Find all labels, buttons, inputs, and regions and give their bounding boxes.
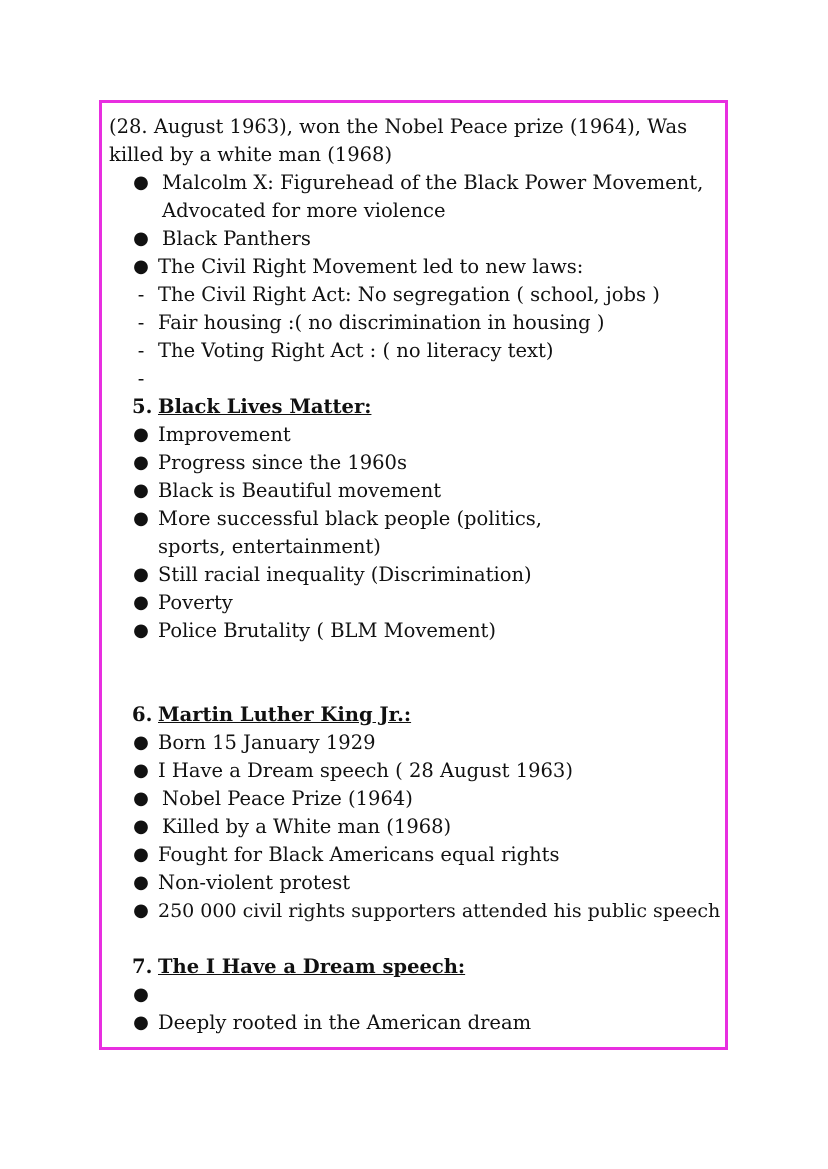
section-title: Martin Luther King Jr.:: [158, 703, 412, 726]
list-item-text: Black is Beautiful movement: [158, 479, 442, 502]
dash-item: [108, 365, 719, 393]
list-item-text: Malcolm X: Figurehead of the Black Power Movement, Advocated for more violence: [162, 171, 704, 222]
list-item-text: Born 15 January 1929: [158, 731, 376, 754]
list-item: [108, 785, 719, 813]
list-item-text: Progress since the 1960s: [158, 451, 407, 474]
bullet-icon: ●: [133, 424, 149, 445]
list-item-text: Killed by a White man (1968): [162, 815, 452, 838]
bullet-icon: ●: [133, 228, 149, 249]
list-item-text: 250 000 civil rights supporters attended his public speech: [158, 900, 721, 922]
list-item-text: I Have a Dream speech ( 28 August 1963): [158, 759, 573, 782]
list-item: [108, 253, 719, 281]
dash-icon: -: [137, 367, 145, 390]
list-item-text: Fought for Black Americans equal rights: [158, 843, 560, 866]
document-content: [108, 113, 719, 1037]
spacer: [108, 645, 719, 701]
bullet-icon: ●: [133, 620, 149, 641]
dash-item-text: The Civil Right Act: No segregation ( school, jobs ): [158, 283, 660, 306]
list-item: [108, 169, 719, 225]
bullet-icon: ●: [133, 256, 149, 277]
list-item-text: Improvement: [158, 423, 291, 446]
list-item-text: Police Brutality ( BLM Movement): [158, 619, 496, 642]
dash-icon: -: [137, 283, 145, 306]
list-item: [108, 477, 719, 505]
bullet-icon: ●: [133, 844, 149, 865]
list-item-text: Black Panthers: [162, 227, 311, 250]
bullet-icon: ●: [133, 900, 149, 921]
bullet-icon: ●: [133, 1012, 149, 1033]
list-item-text: The Civil Right Movement led to new laws:: [158, 255, 584, 278]
list-item: [108, 617, 719, 645]
bullet-icon: ●: [133, 480, 149, 501]
list-item: [108, 729, 719, 757]
section-heading-7: [108, 953, 719, 981]
list-item: [108, 505, 719, 561]
list-item-text: Poverty: [158, 591, 233, 614]
dash-item-text: The Voting Right Act : ( no literacy text): [158, 339, 554, 362]
list-item: [108, 421, 719, 449]
bullet-icon: ●: [133, 816, 149, 837]
section-title: Black Lives Matter:: [158, 395, 372, 418]
dash-item: [108, 309, 719, 337]
bullet-icon: ●: [133, 984, 149, 1005]
dash-item: [108, 337, 719, 365]
list-item: [108, 225, 719, 253]
bullet-icon: ●: [133, 452, 149, 473]
list-item-text: Nobel Peace Prize (1964): [162, 787, 413, 810]
list-item: [108, 561, 719, 589]
list-item: [108, 841, 719, 869]
list-item: [108, 897, 719, 925]
list-item: [108, 869, 719, 897]
section-heading-6: [108, 701, 719, 729]
bullet-icon: ●: [133, 508, 149, 529]
list-item-text: Deeply rooted in the American dream: [158, 1011, 532, 1034]
document-frame: [99, 100, 728, 1050]
bullet-icon: ●: [133, 172, 149, 193]
intro-paragraph: (28. August 1963), won the Nobel Peace prize (1964), Was killed by a white man (1968): [109, 115, 688, 166]
section-number: 6.: [132, 703, 153, 726]
dash-item-text: Fair housing :( no discrimination in housing ): [158, 311, 605, 334]
bullet-icon: ●: [133, 760, 149, 781]
list-item-text: Still racial inequality (Discrimination): [158, 563, 532, 586]
bullet-icon: ●: [133, 592, 149, 613]
list-item: [108, 757, 719, 785]
bullet-icon: ●: [133, 788, 149, 809]
dash-icon: -: [137, 339, 145, 362]
bullet-icon: ●: [133, 732, 149, 753]
dash-icon: -: [137, 311, 145, 334]
list-item: [108, 1009, 719, 1037]
list-item: [108, 981, 719, 1009]
list-item: [108, 813, 719, 841]
section-number: 5.: [132, 395, 153, 418]
list-item: [108, 449, 719, 477]
bullet-icon: ●: [133, 872, 149, 893]
bullet-icon: ●: [133, 564, 149, 585]
section-heading-5: [108, 393, 719, 421]
list-item-text: More successful black people (politics, sports, entertainment): [158, 507, 542, 558]
spacer: [108, 925, 719, 953]
list-item-text: Non-violent protest: [158, 871, 351, 894]
list-item: [108, 589, 719, 617]
dash-item: [108, 281, 719, 309]
section-title: The I Have a Dream speech:: [158, 955, 466, 978]
section-number: 7.: [132, 955, 153, 978]
